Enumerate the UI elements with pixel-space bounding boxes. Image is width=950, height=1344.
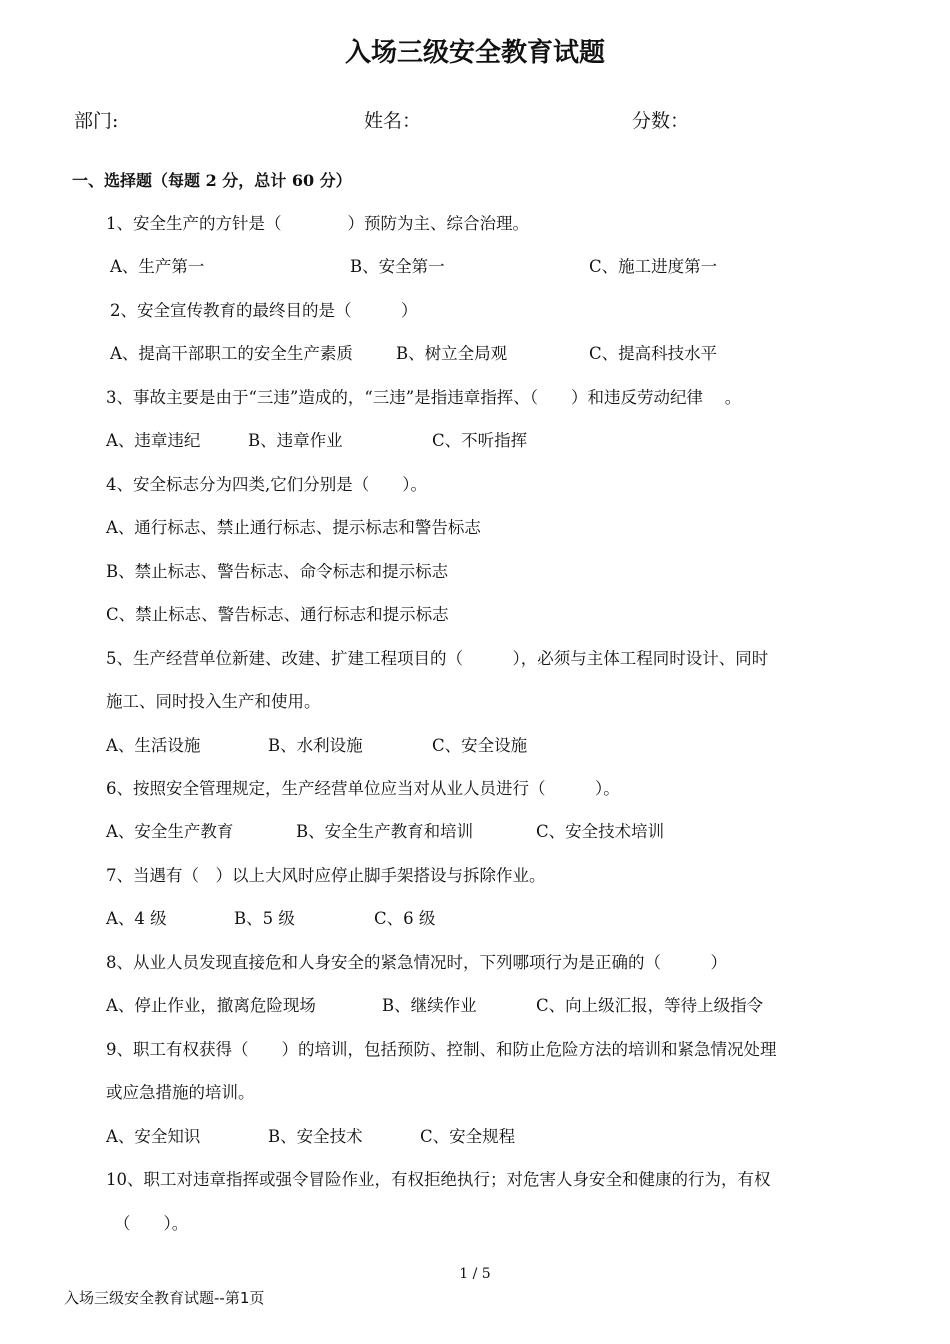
question-5-text-line2: 施工、同时投入生产和使用。 — [106, 692, 321, 711]
question-7-option-a: A、4 级 — [106, 909, 167, 928]
question-1-text: 1、安全生产的方针是（ ）预防为主、综合治理。 — [106, 214, 529, 233]
question-1-option-b: B、安全第一 — [350, 257, 445, 276]
question-4-text: 4、安全标志分为四类,它们分别是（ ）。 — [106, 475, 427, 494]
question-3-option-c: C、不听指挥 — [432, 431, 528, 450]
question-8-option-a: A、停止作业，撤离危险现场 — [106, 996, 316, 1015]
question-6-option-b: B、安全生产教育和培训 — [296, 822, 474, 841]
question-6-text: 6、按照安全管理规定，生产经营单位应当对从业人员进行（ ）。 — [106, 779, 620, 798]
question-9-text-line1: 9、职工有权获得（ ）的培训，包括预防、控制、和防止危险方法的培训和紧急情况处理 — [106, 1040, 777, 1059]
question-3-option-a: A、违章违纪 — [106, 431, 201, 450]
question-8-text: 8、从业人员发现直接危和人身安全的紧急情况时，下列哪项行为是正确的（ ） — [106, 953, 727, 972]
question-5-option-a: A、生活设施 — [106, 736, 201, 755]
question-8-option-b: B、继续作业 — [382, 996, 477, 1015]
question-4-option-b: B、禁止标志、警告标志、命令标志和提示标志 — [106, 562, 449, 581]
question-9-option-a: A、安全知识 — [106, 1127, 201, 1146]
question-10-text-line2: （ ）。 — [114, 1214, 189, 1233]
question-5-text-line1: 5、生产经营单位新建、改建、扩建工程项目的（ ），必须与主体工程同时设计、同时 — [106, 649, 769, 668]
question-2-text: 2、安全宣传教育的最终目的是（ ） — [110, 301, 418, 320]
question-1-option-c: C、施工进度第一 — [589, 257, 718, 276]
name-label: 姓名： — [364, 110, 422, 132]
question-8-option-c: C、向上级汇报，等待上级指令 — [536, 996, 764, 1015]
page-title: 入场三级安全教育试题 — [344, 38, 605, 68]
question-7-option-c: C、6 级 — [374, 909, 436, 928]
question-5-option-c: C、安全设施 — [432, 736, 528, 755]
section-heading-choice: 一、选择题（每题 2 分，总计 60 分） — [72, 171, 352, 190]
question-2-option-c: C、提高科技水平 — [589, 344, 718, 363]
question-4-option-c: C、禁止标志、警告标志、通行标志和提示标志 — [106, 605, 449, 624]
question-6-option-a: A、安全生产教育 — [106, 822, 234, 841]
question-1-option-a: A、生产第一 — [110, 257, 205, 276]
question-3-text: 3、事故主要是由于“三违”造成的，“三违”是指违章指挥、（ ）和违反劳动纪律 。 — [106, 388, 742, 407]
question-6-option-c: C、安全技术培训 — [536, 822, 665, 841]
question-7-option-b: B、5 级 — [234, 909, 295, 928]
question-9-option-b: B、安全技术 — [268, 1127, 363, 1146]
question-7-text: 7、当遇有（ ）以上大风时应停止脚手架搭设与拆除作业。 — [106, 866, 546, 885]
question-10-text-line1: 10、职工对违章指挥或强令冒险作业，有权拒绝执行；对危害人身安全和健康的行为，有权 — [106, 1170, 771, 1189]
department-label: 部门: — [74, 110, 119, 132]
question-4-option-a: A、通行标志、禁止通行标志、提示标志和警告标志 — [106, 518, 481, 537]
question-5-option-b: B、水利设施 — [268, 736, 363, 755]
score-label: 分数： — [632, 110, 690, 132]
question-9-option-c: C、安全规程 — [420, 1127, 516, 1146]
question-2-option-a: A、提高干部职工的安全生产素质 — [110, 344, 353, 363]
page-number: 1 / 5 — [459, 1266, 491, 1282]
question-3-option-b: B、违章作业 — [248, 431, 343, 450]
question-2-option-b: B、树立全局观 — [396, 344, 508, 363]
question-9-text-line2: 或应急措施的培训。 — [106, 1083, 255, 1102]
footer-caption: 入场三级安全教育试题--第1页 — [64, 1289, 265, 1307]
